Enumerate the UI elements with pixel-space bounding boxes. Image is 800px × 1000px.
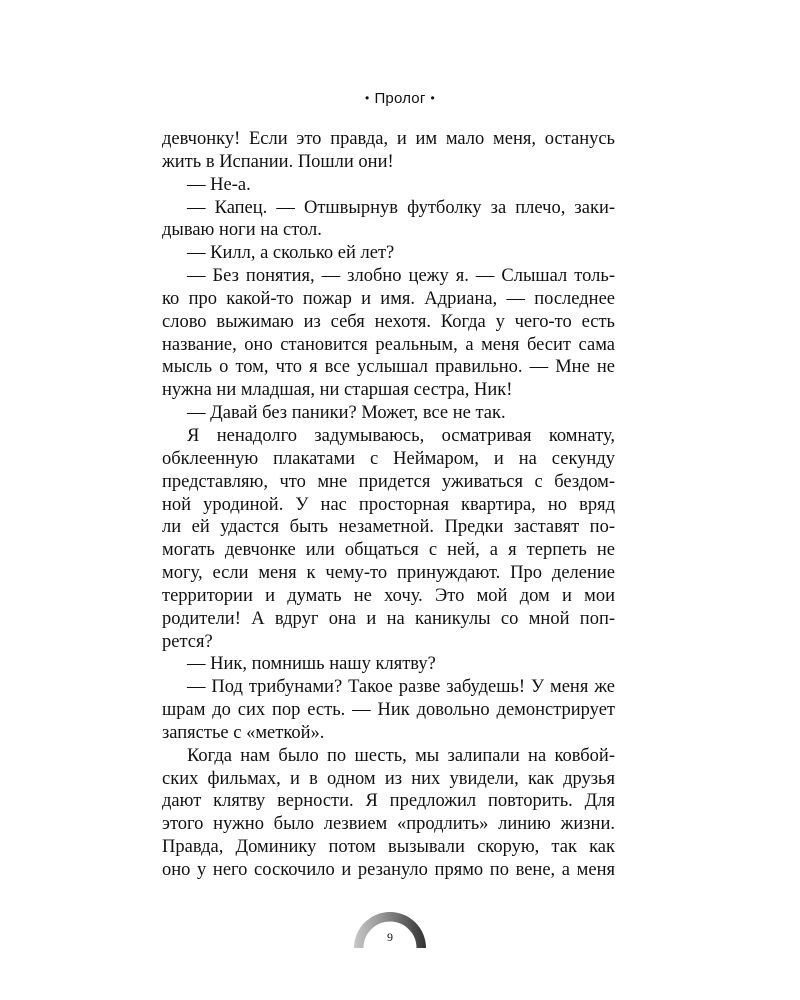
body-text (162, 128, 615, 882)
text-line: ко про какой-то пожар и имя. Адриана, — последнее (162, 288, 615, 309)
text-line: — Капец. — Отшвырнув футболку за плечо, заки- (187, 197, 615, 218)
text-line: ли ей удастся быть незаметной. Предки заставят по- (162, 517, 615, 538)
text-line: Правда, Доминику потом вызывали скорую, так как (162, 837, 615, 858)
text-line: могать девчонке или общаться с ней, а я терпеть не (162, 540, 615, 561)
text-line: ских фильмах, и в одном из них увидели, как друзья (162, 768, 615, 789)
header-bullet-right: • (430, 91, 435, 105)
text-line: — Не-а. (187, 174, 251, 195)
text-line: рется? (162, 631, 213, 652)
chapter-title: Пролог (374, 90, 426, 107)
text-line: дают клятву верности. Я предложил повторить. Для (162, 791, 615, 812)
text-line: обклеенную плакатами с Неймаром, и на секунду (162, 448, 615, 469)
text-line: жить в Испании. Пошли они! (162, 151, 394, 172)
text-line: — Килл, а сколько ей лет? (187, 243, 395, 264)
text-line: представляю, что мне придется уживаться с бездом- (162, 471, 615, 492)
header-bullet-left: • (365, 91, 370, 105)
text-line: шрам до сих пор есть. — Ник довольно демонстрирует (162, 700, 615, 721)
text-line: оно у него соскочило и резануло прямо по вене, а меня (162, 860, 615, 880)
text-line: запястье с «меткой». (162, 722, 325, 743)
text-line: — Под трибунами? Такое разве забудешь! У меня же (187, 677, 615, 698)
page-number: 9 (387, 930, 393, 944)
page-number-ornament (350, 906, 430, 950)
text-line: родители! А вдруг она и на каникулы со мной поп- (162, 608, 615, 629)
text-line: — Ник, помнишь нашу клятву? (187, 654, 436, 675)
text-line: нужна ни младшая, ни старшая сестра, Ник! (162, 380, 513, 401)
text-line: — Давай без паники? Может, все не так. (187, 403, 506, 424)
running-header (0, 90, 800, 107)
text-line: девчонку! Если это правда, и им мало меня, останусь (162, 129, 615, 149)
text-line: мысль о том, что я все услышал правильно. — Мне не (162, 357, 615, 378)
text-line: Я ненадолго задумываюсь, осматривая комнату, (187, 425, 615, 446)
text-line: ной уродиной. У нас просторная квартира, но вряд (162, 494, 615, 515)
text-line: могу, если меня к чему-то принуждают. Про деление (162, 563, 615, 584)
text-line: территории и думать не хочу. Это мой дом и мои (162, 585, 615, 606)
text-line: слово выжимаю из себя нехотя. Когда у чего-то есть (162, 311, 615, 332)
text-line: дываю ноги на стол. (162, 220, 322, 241)
text-line: этого нужно было лезвием «продлить» линию жизни. (162, 814, 615, 835)
text-line: название, оно становится реальным, а меня бесит сама (162, 334, 615, 355)
text-line: Когда нам было по шесть, мы залипали на ковбой- (187, 745, 615, 766)
text-line: — Без понятия, — злобно цежу я. — Слышал толь- (187, 266, 615, 287)
